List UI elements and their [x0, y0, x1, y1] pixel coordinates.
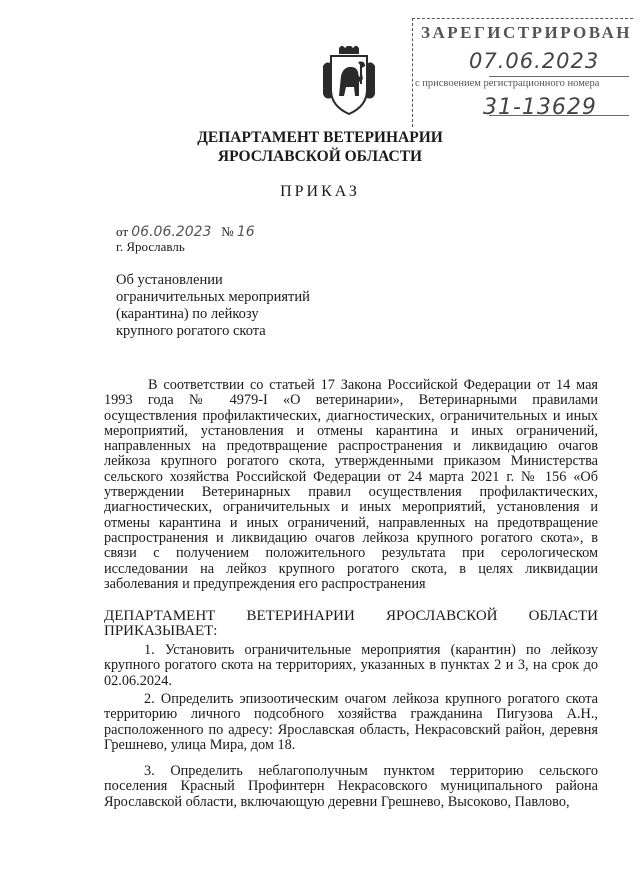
bear-coat-of-arms-icon: [319, 46, 379, 118]
stamp-date: 07.06.2023: [469, 49, 600, 73]
department-line-1: ДЕПАРТАМЕНТ ВЕТЕРИНАРИИ: [197, 129, 443, 146]
number-label: №: [221, 224, 234, 239]
document-type: ПРИКАЗ: [280, 183, 360, 200]
subject-line: Об установлении: [116, 272, 223, 288]
subject-line: крупного рогатого скота: [116, 323, 266, 339]
stamp-note: с присвоением регистрационного номера: [415, 78, 600, 89]
department-line-2: ЯРОСЛАВСКОЙ ОБЛАСТИ: [217, 148, 423, 165]
orders-heading: [104, 609, 598, 639]
order-date-number: [116, 224, 255, 240]
orders-heading-line-2: ПРИКАЗЫВАЕТ:: [104, 623, 218, 639]
order-item-1: 1. Установить ограничительные мероприятия (карантин) по лейкозу крупного рогатого скота на территориях, указанных в пунктах 2 и 3, на срок до 02.06.2024.: [104, 642, 598, 689]
from-label: от: [116, 224, 129, 239]
order-number: 16: [236, 224, 255, 240]
orders-heading-line-1: ДЕПАРТАМЕНТ ВЕТЕРИНАРИИ ЯРОСЛАВСКОЙ ОБЛАСТИ: [104, 608, 598, 624]
order-subject: [116, 272, 310, 340]
stamp-divider: [489, 76, 629, 77]
order-item-3: 3. Определить неблагополучным пунктом территорию сельского поселения Красный Профинтерн Некрасовского муниципального района Ярославской области, включающую деревни Грешнево, Высоково, Павлово,: [104, 763, 598, 810]
registration-stamp: [412, 18, 633, 127]
department-name: [0, 128, 640, 166]
order-item-2: 2. Определить эпизоотическим очагом лейкоза крупного рогатого скота территорию личного подсобного хозяйства гражданина Пигузова А.Н., расположенного по адресу: Ярославская область, Некрасовский район, деревня Грешнево, улица Мира, дом 18.: [104, 691, 598, 753]
subject-line: ограничительных мероприятий: [116, 289, 310, 305]
preamble-paragraph: В соответствии со статьей 17 Закона Российской Федерации от 14 мая 1993 года № 4979-I «О ветеринарии», Ветеринарными правилами осуществления профилактических, диагностических, ограничительных и иных мероприятий, установления и отмены карантина и иных ограничений, направленных на предотвращение распространения и ликвидацию очагов лейкоза крупного рогатого скота, утвержденными приказом Министерства сельского хозяйства Российской Федерации от 24 марта 2021 г. № 156 «Об утверждении Ветеринарных правил осуществления профилактических, диагностических, ограничительных и иных мероприятий, установления и отмены карантина и иных ограничений, направленных на предотвращение распространения и ликвидацию очагов лейкоза крупного рогатого скота», в связи с получением положительного результата при серологическом исследовании на лейкоз крупного рогатого скота, в целях ликвидации заболевания и предупреждения его распространения: [104, 377, 598, 592]
order-date: 06.06.2023: [131, 224, 212, 240]
city: г. Ярославль: [116, 239, 185, 254]
stamp-title: ЗАРЕГИСТРИРОВАН: [421, 23, 633, 42]
stamp-number: 31-13629: [483, 95, 597, 120]
stamp-divider: [489, 115, 629, 116]
subject-line: (карантина) по лейкозу: [116, 306, 259, 322]
